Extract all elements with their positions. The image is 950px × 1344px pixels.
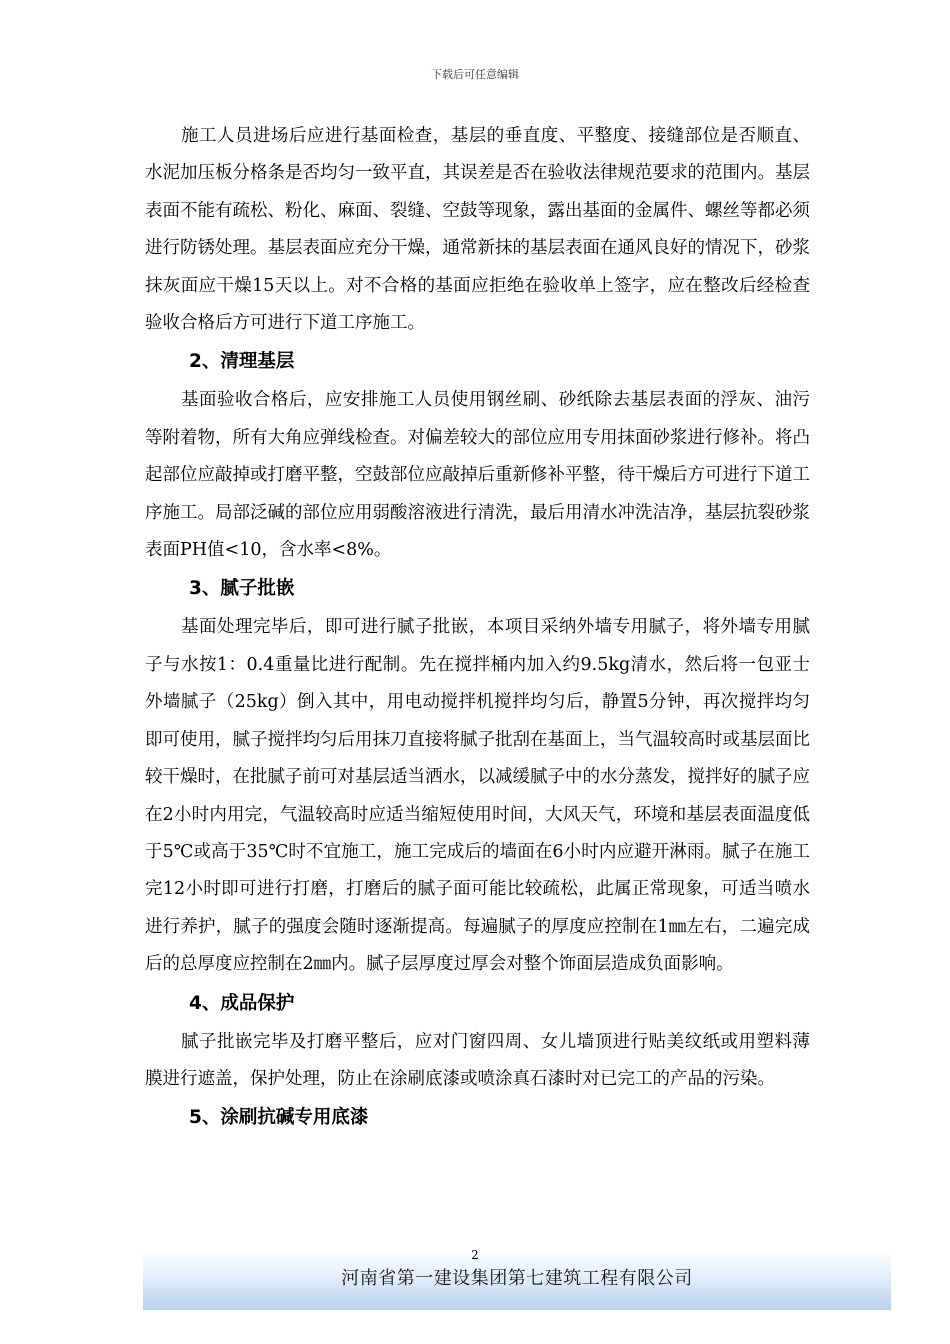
header-note: 下载后可任意编辑	[431, 68, 519, 81]
heading-clean-base: 2、清理基层	[189, 351, 295, 373]
paragraph-clean-base: 基面验收合格后，应安排施工人员使用钢丝刷、砂纸除去基层表面的浮灰、油污等附着物，所有大角应弹线检查。对偏差较大的部位应用专用抹面砂浆进行修补。将凸起部位应敲掉或打磨平整，空鼓部位应敲掉后重新修补平整，待干燥后方可进行下道工序施工。局部泛碱的部位应用弱酸溶液进行清洗，最后用清水冲洗洁净，基层抗裂砂浆表面PH值<10，含水率<8%。	[145, 390, 810, 561]
paragraph-inspection: 施工人员进场后应进行基面检查，基层的垂直度、平整度、接缝部位是否顺直、水泥加压板分格条是否均匀一致平直，其误差是否在验收法律规范要求的范围内。基层表面不能有疏松、粉化、麻面、裂缝、空鼓等现象，露出基面的金属件、螺丝等都必须进行防锈处理。基层表面应充分干燥，通常新抹的基层表面在通风良好的情况下，砂浆抹灰面应干燥15天以上。对不合格的基面应拒绝在验收单上签字，应在整改后经检查验收合格后方可进行下道工序施工。	[145, 126, 810, 334]
heading-putty: 3、腻子批嵌	[189, 578, 295, 600]
paragraph-putty: 基面处理完毕后，即可进行腻子批嵌，本项目采纳外墙专用腻子，将外墙专用腻子与水按1：0.4重量比进行配制。先在搅拌桶内加入约9.5kg清水，然后将一包亚士外墙腻子（25kg）倒入其中，用电动搅拌机搅拌均匀后，静置5分钟，再次搅拌均匀即可使用，腻子搅拌均匀后用抹刀直接将腻子批刮在基面上，当气温较高时或基层面比较干燥时，在批腻子前可对基层适当洒水，以减缓腻子中的水分蒸发，搅拌好的腻子应在2小时内用完，气温较高时应适当缩短使用时间，大风天气，环境和基层表面温度低于5℃或高于35℃时不宜施工，施工完成后的墙面在6小时内应避开淋雨。腻子在施工完12小时即可进行打磨，打磨后的腻子面可能比较疏松，此属正常现象，可适当喷水进行养护，腻子的强度会随时逐渐提高。每遍腻子的厚度应控制在1㎜左右，二遍完成后的总厚度应控制在2㎜内。腻子层厚度过厚会对整个饰面层造成负面影响。	[145, 617, 810, 975]
footer-company-name: 河南省第一建设集团第七建筑工程有限公司	[341, 1268, 693, 1289]
heading-primer: 5、涂刷抗碱专用底漆	[189, 1107, 369, 1129]
document-body	[145, 118, 810, 1138]
heading-protection: 4、成品保护	[189, 992, 295, 1014]
page-number: 2	[471, 1248, 479, 1262]
paragraph-protection: 腻子批嵌完毕及打磨平整后，应对门窗四周、女儿墙顶进行贴美纹纸或用塑料薄膜进行遮盖，保护处理，防止在涂刷底漆或喷涂真石漆时对已完工的产品的污染。	[145, 1031, 810, 1089]
